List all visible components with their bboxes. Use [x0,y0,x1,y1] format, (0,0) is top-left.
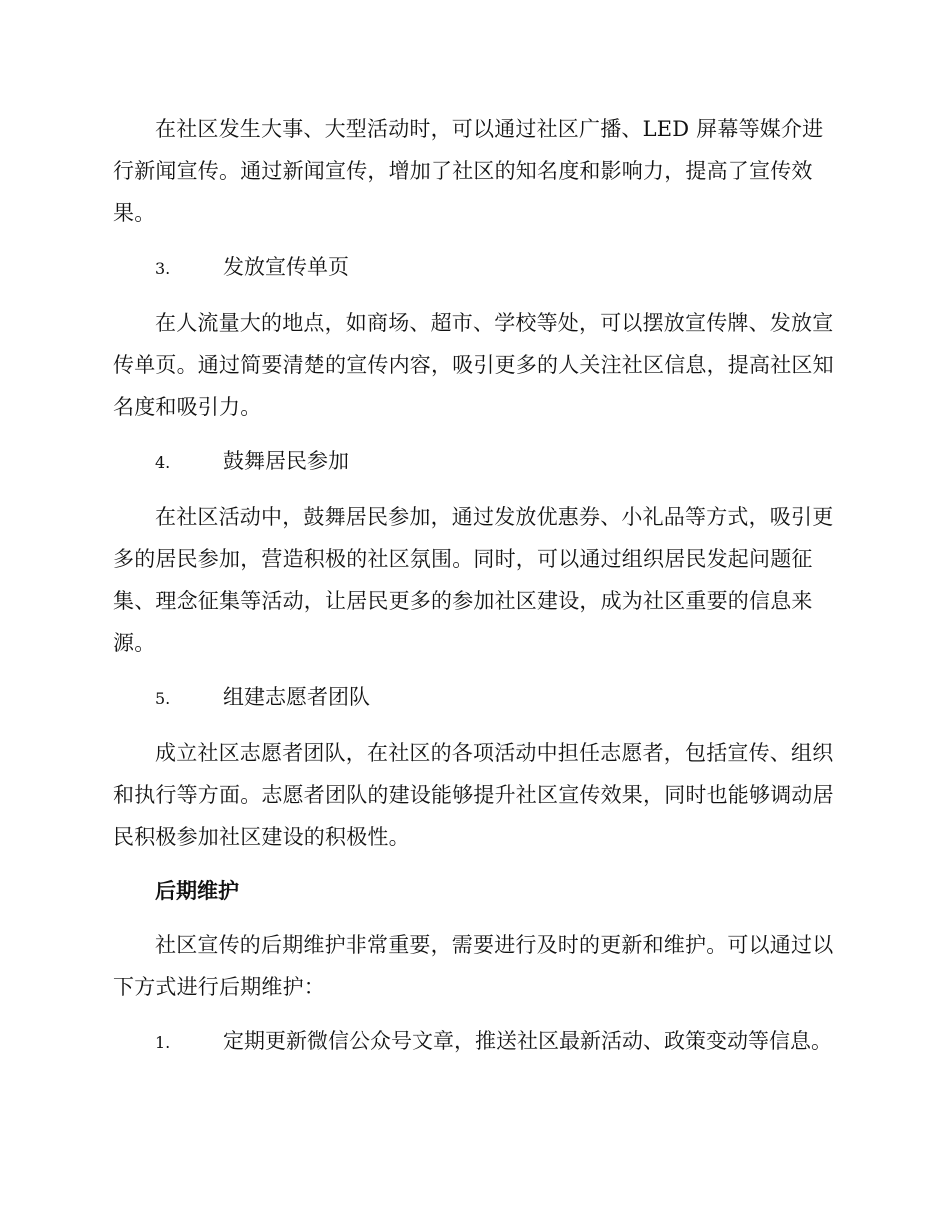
list-item-4 [113,440,835,484]
list-number: 3. [155,259,171,278]
list-number: 5. [155,689,171,708]
list-item-text: 发放宣传单页 [223,255,349,279]
list-item-5 [113,676,835,720]
section-heading: 后期维护 [155,879,239,903]
paragraph-resident-participation: 在社区活动中，鼓舞居民参加，通过发放优惠券、小礼品等方式，吸引更多的居民参加，营造积极的社区氛围。同时，可以通过组织居民发起问题征集、理念征集等活动，让居民更多的参加社区建设，成为社区重要的信息来源。 [113,505,834,655]
document-body [113,108,835,1076]
list-item-3 [113,246,835,290]
list-item-1 [113,1020,835,1064]
paragraph-flyers: 在人流量大的地点，如商场、超市、学校等处，可以摆放宣传牌、发放宣传单页。通过简要清楚的宣传内容，吸引更多的人关注社区信息，提高社区知名度和吸引力。 [113,311,834,419]
list-number: 4. [155,453,171,472]
paragraph-maintenance-intro: 社区宣传的后期维护非常重要，需要进行及时的更新和维护。可以通过以下方式进行后期维护： [113,933,834,999]
list-number: 1. [155,1033,171,1052]
paragraph-volunteer-team: 成立社区志愿者团队，在社区的各项活动中担任志愿者，包括宣传、组织和执行等方面。志愿者团队的建设能够提升社区宣传效果，同时也能够调动居民积极参加社区建设的积极性。 [113,741,834,849]
list-item-text: 鼓舞居民参加 [223,449,349,473]
list-item-text: 定期更新微信公众号文章，推送社区最新活动、政策变动等信息。 [223,1029,832,1053]
paragraph-news-promotion: 在社区发生大事、大型活动时，可以通过社区广播、LED 屏幕等媒介进行新闻宣传。通过新闻宣传，增加了社区的知名度和影响力，提高了宣传效果。 [113,117,824,225]
list-item-text: 组建志愿者团队 [223,685,370,709]
